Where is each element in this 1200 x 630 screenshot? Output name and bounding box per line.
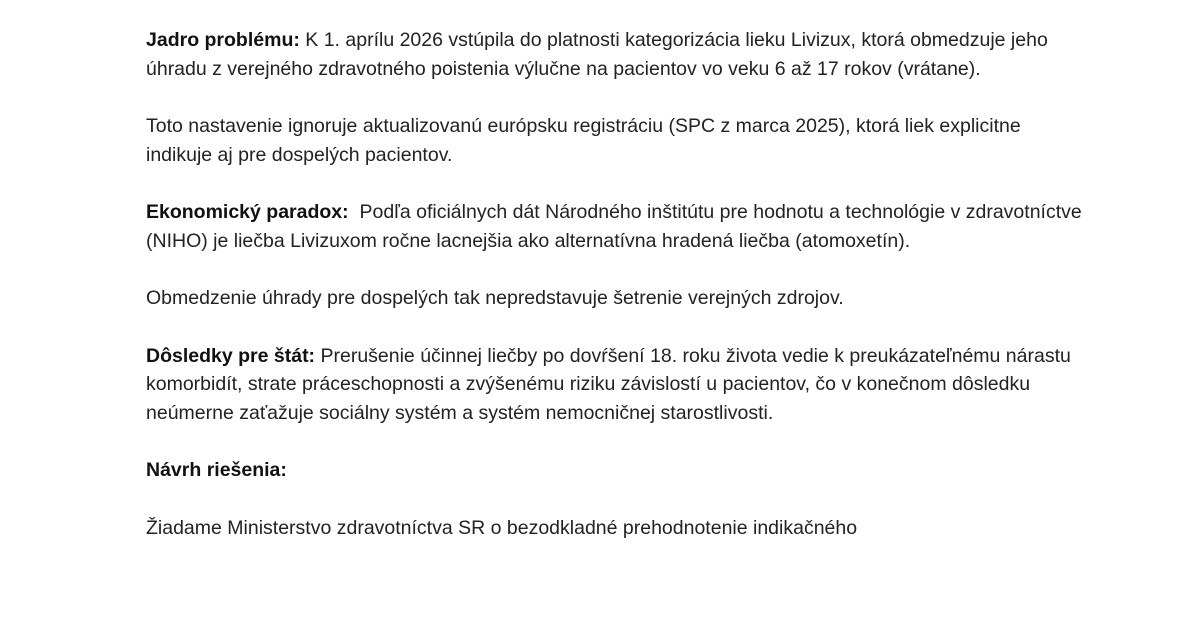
- registration-text: Toto nastavenie ignoruje aktualizovanú európsku registráciu (SPC z marca 2025), ktorá liek explicitne indikuje aj pre dospelých pacientov.: [146, 115, 1021, 166]
- economic-paradox-label: Ekonomický paradox:: [146, 201, 349, 223]
- paragraph-spacer: [146, 83, 1086, 112]
- paragraph-spacer: [146, 169, 1086, 198]
- core-problem-text: K 1. aprílu 2026 vstúpila do platnosti kategorizácia lieku Livizux, ktorá obmedzuje jeho úhradu z verejného zdravotného poistenia výlučne na pacientov vo veku 6 až 17 rokov (vrátane).: [146, 29, 1048, 80]
- paragraph-economic-paradox: [146, 198, 1086, 255]
- reimbursement-limit-text: Obmedzenie úhrady pre dospelých tak nepredstavuje šetrenie verejných zdrojov.: [146, 287, 844, 309]
- paragraph-request: [146, 514, 1086, 543]
- paragraph-spacer: [146, 485, 1086, 514]
- solution-proposal-heading: Návrh riešenia:: [146, 459, 287, 481]
- paragraph-state-consequences: [146, 342, 1086, 428]
- economic-paradox-text: Podľa oficiálnych dát Národného inštitútu pre hodnotu a technológie v zdravotníctve (NIHO) je liečba Livizuxom ročne lacnejšia ako alternatívna hradená liečba (atomoxetín).: [146, 201, 1088, 252]
- state-consequences-label: Dôsledky pre štát:: [146, 344, 316, 367]
- document-body: [146, 26, 1086, 542]
- paragraph-spacer: [146, 255, 1086, 284]
- core-problem-label: Jadro problému:: [146, 29, 300, 51]
- request-text: Žiadame Ministerstvo zdravotníctva SR o bezodkladné prehodnotenie indikačného: [146, 516, 858, 539]
- paragraph-spacer: [146, 313, 1086, 342]
- state-consequences-text: Prerušenie účinnej liečby po dovŕšení 18. roku života vedie k preukázateľnému nárastu komorbidít, strate práceschopnosti a zvýšenému riziku závislostí u pacientov, čo v konečnom dôsledku neúmerne zaťažuje sociálny systém a systém nemocničnej starostlivosti.: [146, 344, 1071, 424]
- paragraph-registration: [146, 112, 1086, 169]
- paragraph-core-problem: [146, 26, 1086, 83]
- paragraph-reimbursement-limit: [146, 284, 1086, 313]
- paragraph-spacer: [146, 427, 1086, 456]
